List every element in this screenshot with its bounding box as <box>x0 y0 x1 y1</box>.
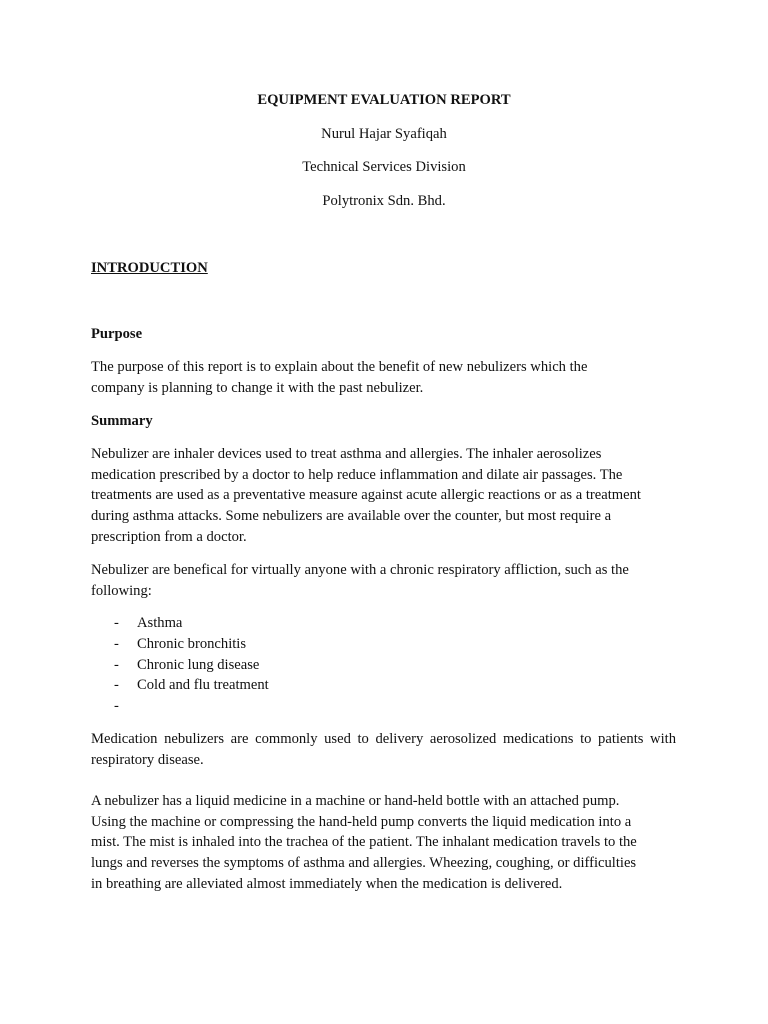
author-name: Nurul Hajar Syafiqah <box>321 126 447 142</box>
list-item: Asthma <box>137 615 183 631</box>
summary-para2-line: Nebulizer are benefical for virtually anyone with a chronic respiratory affliction, such as the <box>91 562 629 578</box>
summary-para2-line: following: <box>91 583 152 599</box>
summary-para1-line: treatments are used as a preventative measure against acute allergic reactions or as a treatment <box>91 487 641 503</box>
purpose-line: company is planning to change it with the past nebulizer. <box>91 380 424 396</box>
company-name: Polytronix Sdn. Bhd. <box>322 193 446 209</box>
list-bullet-marker: - <box>114 677 119 693</box>
summary-para4-line: mist. The mist is inhaled into the trachea of the patient. The inhalant medication travels to the <box>91 834 637 850</box>
summary-para4-line: lungs and reverses the symptoms of asthma and allergies. Wheezing, coughing, or difficulties <box>91 855 637 871</box>
summary-para1-line: Nebulizer are inhaler devices used to treat asthma and allergies. The inhaler aerosolizes <box>91 446 602 462</box>
report-title: EQUIPMENT EVALUATION REPORT <box>257 92 511 108</box>
list-bullet-marker: - <box>114 698 119 714</box>
list-bullet-marker: - <box>114 657 119 673</box>
purpose-line: The purpose of this report is to explain about the benefit of new nebulizers which the <box>91 359 588 375</box>
list-bullet-marker: - <box>114 615 119 631</box>
summary-para1-line: prescription from a doctor. <box>91 529 247 545</box>
summary-para1-line: during asthma attacks. Some nebulizers are available over the counter, but most require a <box>91 508 612 524</box>
list-bullet-marker: - <box>114 636 119 652</box>
introduction-heading: INTRODUCTION <box>91 260 208 276</box>
summary-para4-line: in breathing are alleviated almost immediately when the medication is delivered. <box>91 876 563 892</box>
summary-para3: Medication nebulizers are commonly used to delivery aerosolized medications to patients with respiratory disease. <box>91 731 676 768</box>
summary-para1-line: medication prescribed by a doctor to help reduce inflammation and dilate air passages. The <box>91 467 623 483</box>
summary-para4-line: Using the machine or compressing the hand-held pump converts the liquid medication into a <box>91 814 632 830</box>
purpose-heading: Purpose <box>91 326 143 342</box>
division-name: Technical Services Division <box>302 159 466 175</box>
list-item: Chronic lung disease <box>137 657 260 673</box>
list-item: Chronic bronchitis <box>137 636 247 652</box>
summary-heading: Summary <box>91 413 153 429</box>
summary-para4-line: A nebulizer has a liquid medicine in a machine or hand-held bottle with an attached pump. <box>91 793 620 809</box>
list-item: Cold and flu treatment <box>137 677 269 693</box>
